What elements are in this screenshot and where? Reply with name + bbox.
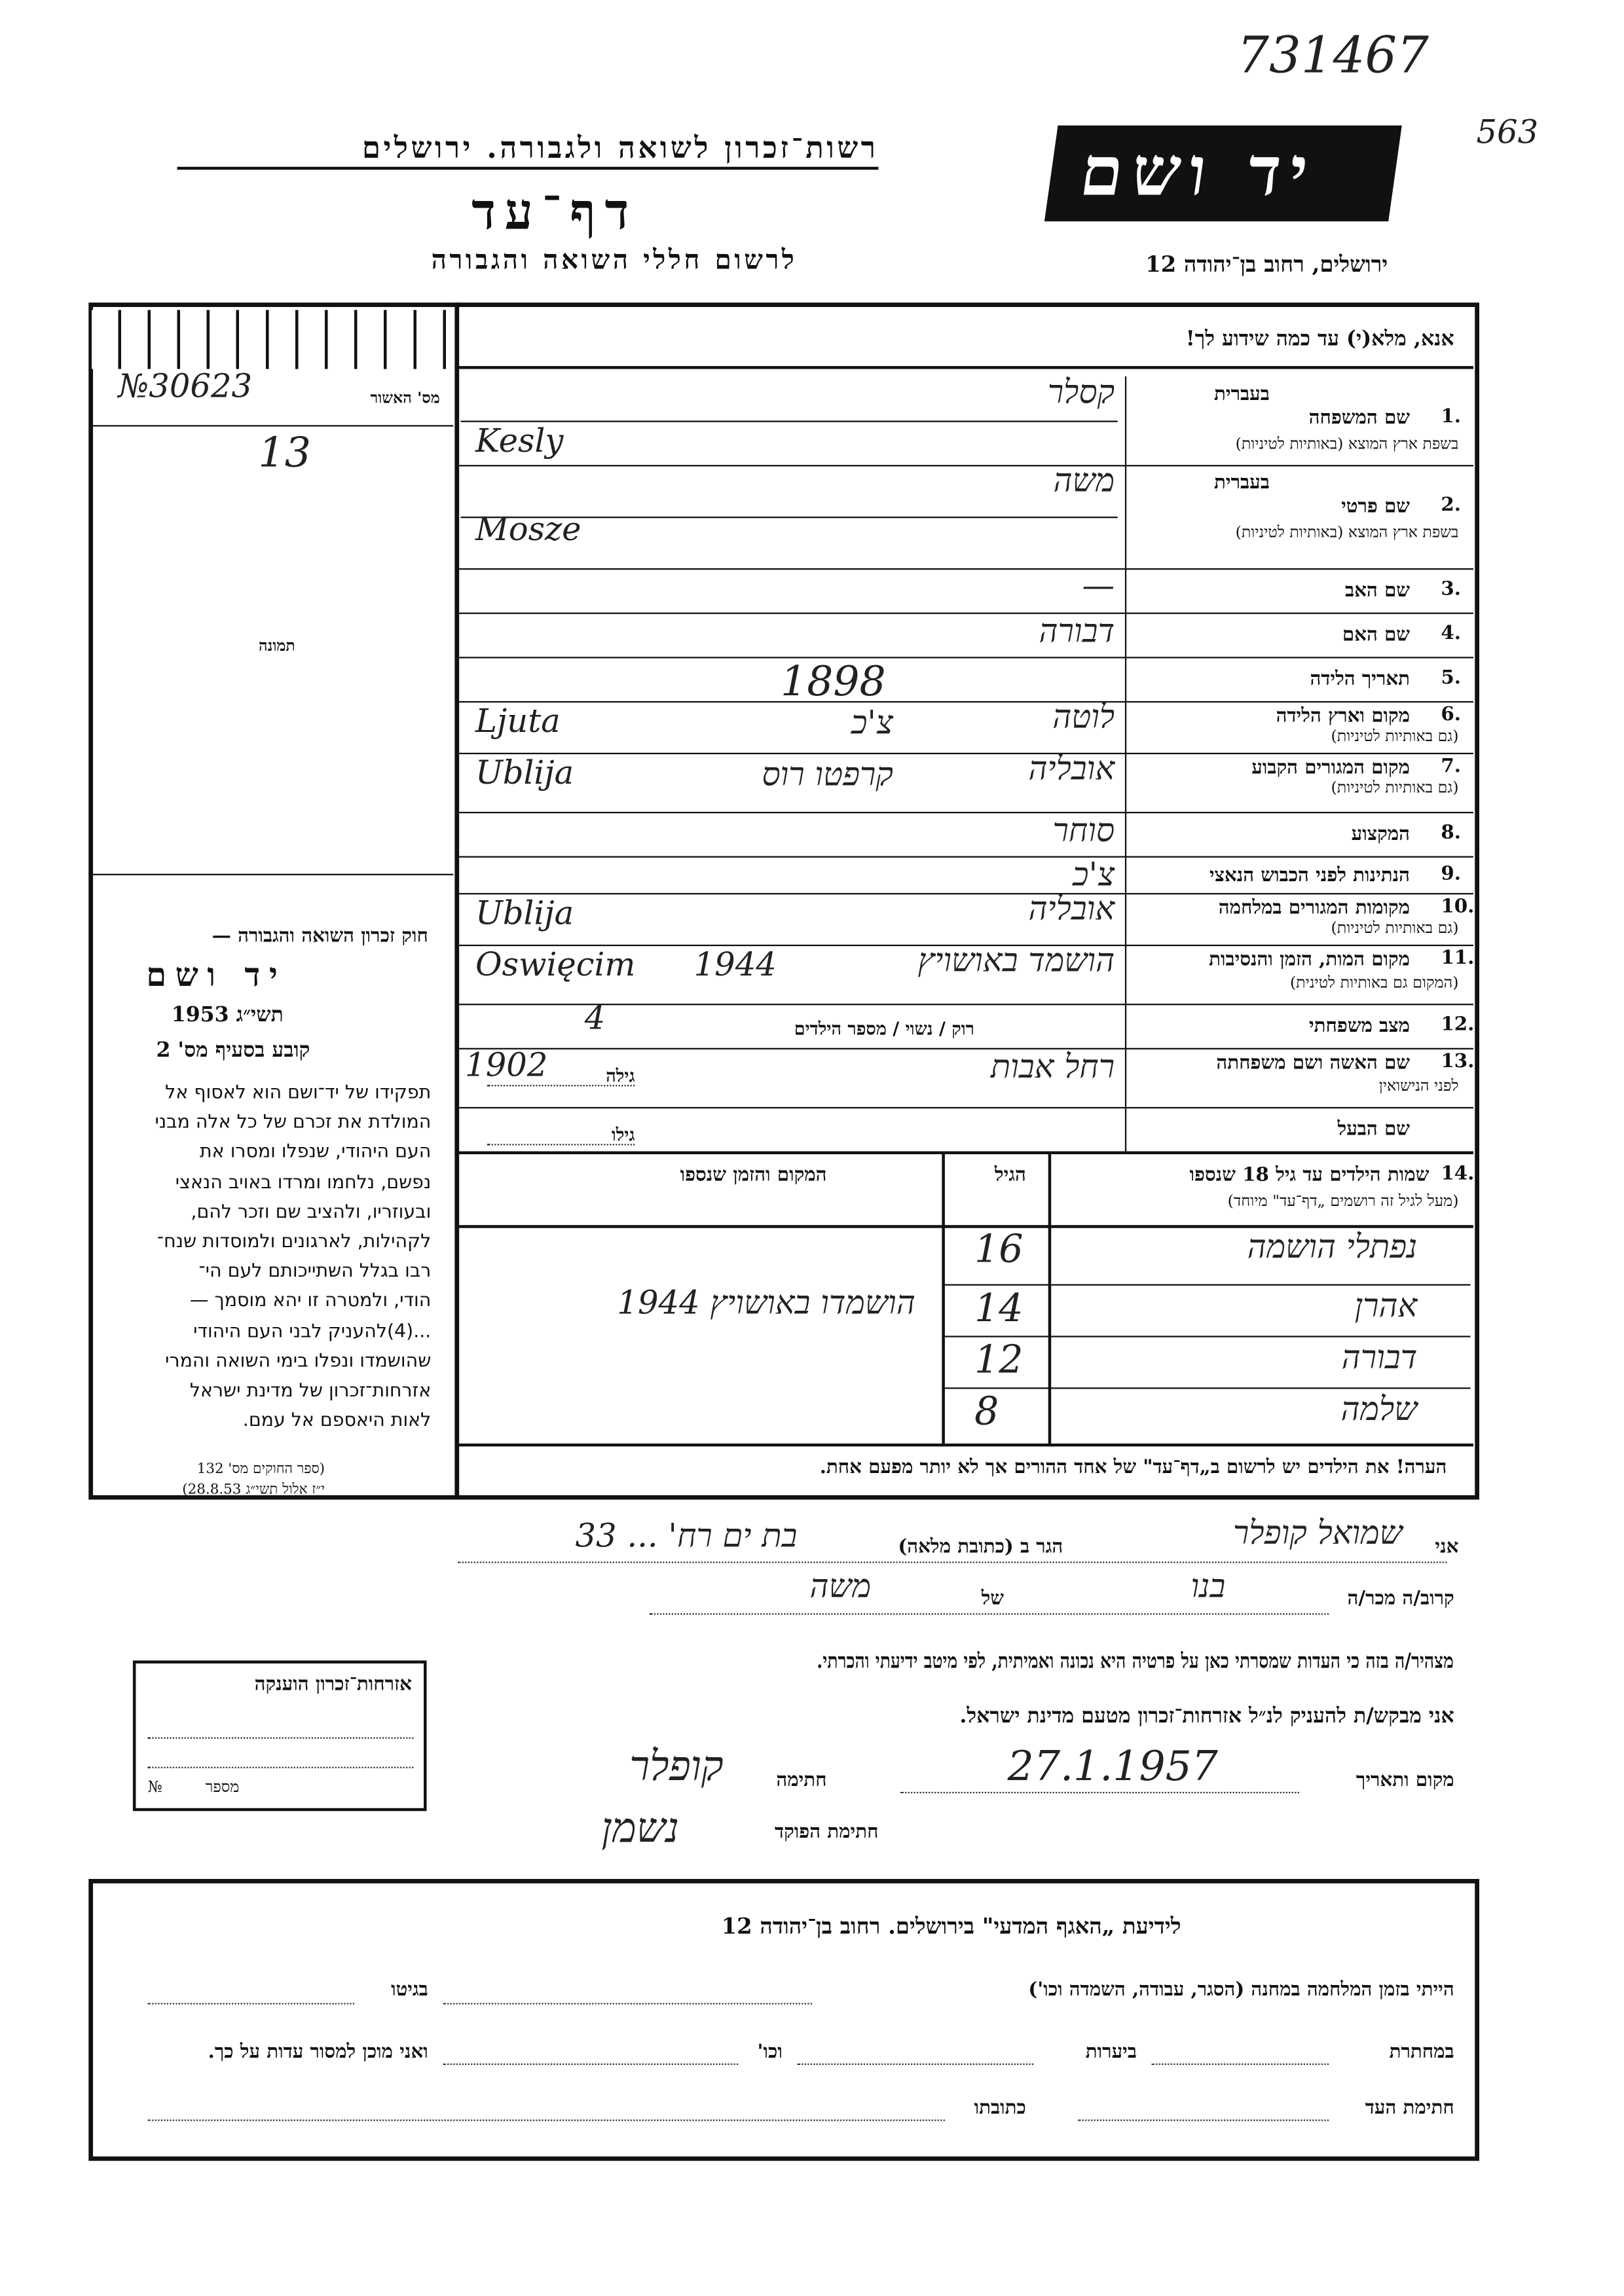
field-value: צ'כ	[1073, 857, 1115, 895]
divider	[454, 302, 459, 1498]
age-label: גילה	[606, 1065, 635, 1087]
in-hebrew-label: בעברית	[1214, 384, 1270, 406]
submitter-address: בת ים רח' ... 33	[575, 1518, 798, 1556]
dotted-line	[443, 2064, 738, 2065]
dotted-line	[443, 2003, 812, 2004]
divider	[942, 1152, 945, 1444]
authority-name: רשות־זכרון לשואה ולגבורה. ירושלים	[361, 130, 879, 166]
dotted-line	[650, 1613, 1329, 1614]
field-number: 1.	[1441, 405, 1462, 428]
footer-title: לידיעת „האגף המדעי" בירושלים. רחוב בן־יהודה 12	[721, 1912, 1181, 1940]
underground-label: במחתרת	[1389, 2041, 1454, 2064]
latin-note: בשפת ארץ המוצא (באותיות לטיניות)	[1235, 524, 1459, 542]
children-death-place: הושמדו באושויץ 1944	[617, 1285, 915, 1323]
value-latin: Kesly	[475, 424, 564, 461]
dotted-line	[147, 1767, 413, 1768]
testify-label: ואני מוכן למסור עדות על כך.	[208, 2041, 428, 2064]
law-text-line: המולדת את זכרם של כל אלה מבני	[155, 1110, 432, 1133]
witness-address-label: כתובתו	[974, 2097, 1026, 2120]
divider	[454, 465, 1473, 466]
divider	[454, 366, 1473, 369]
field-number: 7.	[1441, 756, 1462, 778]
field-label: שם האשה ושם משפחתה	[1216, 1052, 1411, 1075]
field-value: 1898	[781, 657, 886, 706]
dotted-line	[147, 1738, 413, 1739]
field-number: 12.	[1441, 1013, 1475, 1036]
divider	[942, 1336, 1470, 1337]
field-number: 2.	[1441, 494, 1462, 517]
value-hebrew: משה	[1053, 463, 1115, 501]
field-label: מקומות המגורים במלחמה	[1218, 897, 1411, 920]
latin-note: (גם באותיות לטיניות)	[1331, 779, 1459, 797]
citizenship-label: אזרחות־זכרון הוענקה	[254, 1673, 413, 1696]
value-latin: Oswięcim	[475, 947, 636, 985]
law-text-line: ...(4)להעניק לבני העם היהודי	[193, 1319, 432, 1341]
in-hebrew-label: בעברית	[1214, 472, 1270, 495]
age-header: הגיל	[994, 1164, 1026, 1187]
field-sub-label: (המקום גם באותיות לטינית)	[1289, 974, 1459, 993]
camp-label: הייתי בזמן המלחמה במחנה (הסגר, עבודה, השמדה וכו')	[1028, 1979, 1454, 2002]
officer-signature: נשמן	[601, 1803, 680, 1853]
field-number: 8.	[1441, 822, 1462, 845]
number-label: מספר	[205, 1778, 240, 1796]
photo-label: תמונה	[259, 637, 295, 655]
divider	[454, 1048, 1473, 1049]
child-age: 12	[974, 1338, 1024, 1383]
dotted-line	[797, 2064, 1033, 2065]
child-name: נפתלי הושמה	[1247, 1229, 1418, 1267]
field-label: מצב משפחתי	[1309, 1015, 1411, 1038]
latin-note: בשפת ארץ המוצא (באותיות לטיניות)	[1235, 435, 1459, 454]
latin-note: (גם באותיות לטיניות)	[1331, 919, 1459, 938]
field-number: 13.	[1441, 1051, 1475, 1074]
submitter-name: שמואל קופלר	[1233, 1516, 1403, 1553]
field-label: מקום המגורים הקבוע	[1251, 757, 1411, 780]
divider	[454, 1107, 1473, 1108]
law-text-line: רבו בגלל השתייכותם לעם הי־	[198, 1259, 432, 1282]
forests-label: ביערות	[1085, 2041, 1137, 2064]
divider	[177, 167, 879, 170]
divider	[460, 421, 1117, 422]
field-label: מקום וארץ הלידה	[1276, 705, 1411, 728]
dotted-line	[147, 2119, 944, 2121]
value-latin: Ljuta	[475, 704, 561, 741]
law-text-line: הודי, ולמטרה זו יהא מוסמך —	[190, 1289, 432, 1311]
cert-label: מס' האשור	[370, 390, 440, 408]
law-text-line: תפקידו של יד־ושם הוא לאסוף אל	[165, 1080, 432, 1103]
child-age: 8	[974, 1390, 999, 1435]
field-label: מקום המות, הזמן והנסיבות	[1209, 949, 1411, 972]
signature-value: קופלר	[629, 1741, 724, 1791]
age-value: 1902	[465, 1048, 548, 1085]
field-value: 4	[584, 1000, 606, 1038]
divider	[454, 893, 1473, 894]
child-name: שלמה	[1340, 1391, 1418, 1429]
note: הערה! את הילדים יש לרשום ב„דף־עד" של אחד ההורים אך לא יותר מפעם אחת.	[819, 1457, 1447, 1480]
age-line	[487, 1144, 635, 1145]
field-number: 6.	[1441, 704, 1462, 727]
value-country: קרפטו רוס	[762, 757, 893, 794]
dotted-line	[147, 2003, 354, 2004]
value-latin: Ublija	[475, 756, 574, 793]
date-value: 27.1.1957	[1007, 1741, 1218, 1791]
address-label: הגר ב (כתובת מלאה)	[898, 1536, 1063, 1559]
ghetto-label: בגיטו	[391, 1979, 428, 2002]
field-label: שם המשפחה	[1308, 407, 1411, 430]
latin-note: (גם באותיות לטיניות)	[1331, 727, 1459, 746]
field-number: 9.	[1441, 862, 1462, 885]
etc-label: וכו'	[757, 2041, 783, 2064]
field-number: 3.	[1441, 578, 1462, 601]
law-clause: קובע בסעיף מס' 2	[156, 1039, 310, 1063]
field-sub-label: לפני הנישואין	[1378, 1077, 1459, 1095]
divider	[454, 1004, 1473, 1005]
form-subtitle: לרשום חללי השואה והגבורה	[431, 245, 798, 276]
divider	[454, 613, 1473, 614]
divider	[1125, 376, 1126, 1152]
value-hebrew: אובליה	[1028, 891, 1115, 929]
logo-text: יד ושם	[1075, 131, 1322, 211]
divider	[454, 1152, 1473, 1155]
law-name: יד ושם	[146, 956, 287, 995]
age-label: גילו	[611, 1124, 635, 1146]
value-latin: Ublija	[475, 896, 574, 933]
divider	[454, 812, 1473, 813]
field-label: שם האב	[1344, 580, 1411, 602]
value-year: 1944	[693, 947, 777, 985]
page-mark: 563	[1476, 115, 1539, 153]
law-ref: (ספר החוקים מס' 132	[196, 1461, 325, 1478]
place-header: המקום והזמן שנספו	[680, 1164, 827, 1187]
form-title: דף־עד	[471, 183, 638, 242]
field-value: דבורה	[1039, 613, 1115, 651]
number-sign: №	[147, 1778, 162, 1796]
field-value: סוחר	[1052, 813, 1115, 850]
child-name: דבורה	[1341, 1340, 1418, 1377]
law-text-line: לקהילות, לארגונים ולמוסדות שנח־	[157, 1230, 432, 1252]
dotted-line	[458, 1561, 1447, 1563]
divider	[454, 753, 1473, 754]
value-country: צ'כ	[851, 705, 893, 743]
field-label: תאריך הלידה	[1310, 668, 1411, 691]
child-name: אהרן	[1354, 1288, 1418, 1326]
value-hebrew: לוטה	[1052, 699, 1115, 737]
law-text-line: נפשם, נלחמו ומרדו באויב הנאצי	[175, 1169, 432, 1192]
children-num: 14.	[1441, 1163, 1475, 1186]
children-sub: (מעל לגיל זה רושמים „דף־עד" מיוחד)	[1227, 1192, 1459, 1211]
field-label: שם פרטי	[1341, 496, 1411, 519]
witness-signature-label: חתימת העד	[1365, 2097, 1454, 2120]
cert-sub: 13	[258, 428, 311, 477]
field-value: רחל אבות	[990, 1049, 1115, 1087]
divider	[454, 1225, 1473, 1228]
value-hebrew: אובליה	[1028, 751, 1115, 788]
divider	[454, 856, 1473, 858]
divider	[942, 1387, 1470, 1389]
value-hebrew: קסלר	[1047, 374, 1115, 412]
dotted-line	[900, 1792, 1299, 1793]
marital-options: רוק / נשוי / מספר הילדים	[794, 1018, 974, 1040]
divider	[454, 568, 1473, 570]
dotted-line	[1078, 2119, 1329, 2121]
officer-label: חתימת הפוקד	[774, 1821, 879, 1844]
law-text-line: העם היהודי, שנפלו ומסרו את	[200, 1140, 432, 1163]
divider	[1048, 1152, 1052, 1444]
law-title: חוק זכרון השואה והגבורה —	[212, 925, 428, 948]
relation-value: בנו	[1190, 1569, 1226, 1606]
of-label: של	[981, 1588, 1005, 1611]
yad-vashem-logo	[1044, 126, 1402, 222]
field-label: שם הבעל	[1337, 1118, 1411, 1141]
divider	[942, 1284, 1470, 1285]
field-value: —	[1082, 568, 1115, 606]
address: ירושלים, רחוב בן־יהודה 12	[1145, 251, 1388, 278]
law-ref-date: י״ז אלול תשי״ג 28.8.53)	[182, 1482, 325, 1499]
law-text-line: אזרחות־זכרון של מדינת ישראל	[189, 1378, 432, 1401]
divider	[454, 701, 1473, 702]
archive-number: 731467	[1237, 26, 1429, 86]
request: אני מבקש/ת להעניק לנ״ל אזרחות־זכרון מטעם מדינת ישראל.	[959, 1704, 1454, 1729]
field-label: הנתינות לפני הכבוש הנאצי	[1209, 864, 1411, 886]
law-text	[92, 1078, 432, 1436]
statement: מצהיר/ה בזה כי העדות שמסרתי כאן על פרטיה היא נכונה ואמיתית, לפי מיטב ידיעתי והכרתי.	[817, 1650, 1454, 1674]
age-line	[487, 1085, 635, 1086]
law-text-line: שהושמדו ונפלו בימי השואה והמרי	[165, 1349, 432, 1372]
field-number: 4.	[1441, 623, 1462, 646]
divider	[92, 874, 453, 875]
cert-number: №30623	[118, 369, 253, 406]
field-number: 5.	[1441, 667, 1462, 689]
divider	[454, 657, 1473, 658]
dotted-line	[1152, 2064, 1329, 2065]
children-label: שמות הילדים עד גיל 18 שנספו	[1189, 1164, 1430, 1187]
tick-strip	[92, 310, 453, 369]
place-date-label: מקום ותאריך	[1356, 1770, 1454, 1792]
divider	[92, 425, 453, 426]
signature-label: חתימה	[776, 1770, 827, 1792]
field-number: 10.	[1441, 896, 1475, 919]
law-text-line: ובעוזריו, ולהציב שם וזכר להם,	[191, 1199, 432, 1222]
value-latin: Mosze	[475, 512, 581, 549]
field-number: 11.	[1441, 947, 1475, 970]
relation-label: קרוב/ה מכר/ה	[1347, 1588, 1454, 1611]
divider	[454, 1444, 1473, 1447]
field-label: המקצוע	[1351, 824, 1411, 846]
field-label: שם האם	[1342, 624, 1411, 647]
law-year: תשי״ג 1953	[171, 1004, 284, 1028]
child-age: 16	[974, 1228, 1024, 1273]
law-text-line: לאות היאספם אל עמם.	[242, 1408, 432, 1431]
citizenship-box	[133, 1660, 427, 1811]
child-age: 14	[974, 1286, 1024, 1332]
i-label: אני	[1435, 1536, 1459, 1559]
instruction: אנא, מלא(י) עד כמה שידוע לך!	[1185, 327, 1454, 352]
value-hebrew: הושמד באושויץ	[917, 943, 1115, 980]
of-name: משה	[809, 1569, 872, 1606]
